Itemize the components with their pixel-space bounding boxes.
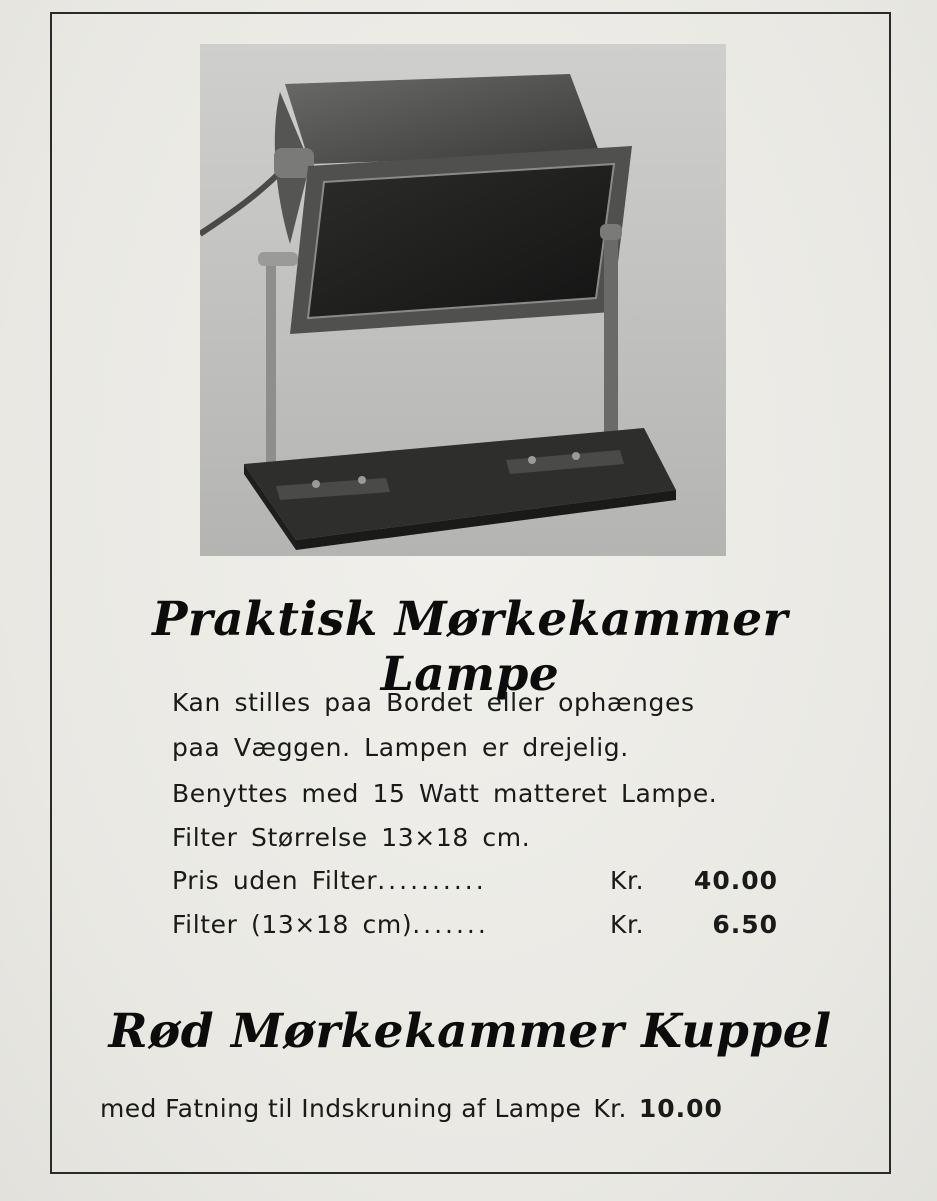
- price-label: Filter (13×18 cm): [172, 910, 413, 939]
- description-line: Benyttes med 15 Watt matteret Lampe.: [172, 779, 718, 808]
- footer-price-line: [100, 1094, 850, 1123]
- price-currency: Kr.: [610, 866, 645, 895]
- leader-dots: .......: [412, 910, 489, 939]
- price-amount: 6.50: [712, 910, 778, 939]
- price-currency: Kr.: [610, 910, 645, 939]
- description-line: paa Væggen. Lampen er drejelig.: [172, 733, 629, 762]
- description-line: Kan stilles paa Bordet eller ophænges: [172, 688, 695, 717]
- headline-red-dome: Rød Mørkekammer Kuppel: [108, 1004, 832, 1059]
- darkroom-lamp-photo: [200, 44, 726, 556]
- price-row-without-filter: [172, 866, 778, 900]
- footer-currency: Kr.: [593, 1094, 627, 1123]
- footer-text: med Fatning til Indskruning af Lampe: [100, 1094, 582, 1123]
- footer-amount: 10.00: [638, 1094, 723, 1123]
- leader-dots: ..........: [377, 866, 487, 895]
- headline-darkroom-lamp: Praktisk Mørkekammer Lampe: [152, 592, 788, 702]
- price-amount: 40.00: [693, 866, 778, 895]
- description-line: Filter Størrelse 13×18 cm.: [172, 823, 531, 852]
- price-label: Pris uden Filter: [172, 866, 378, 895]
- price-row-filter: [172, 910, 778, 944]
